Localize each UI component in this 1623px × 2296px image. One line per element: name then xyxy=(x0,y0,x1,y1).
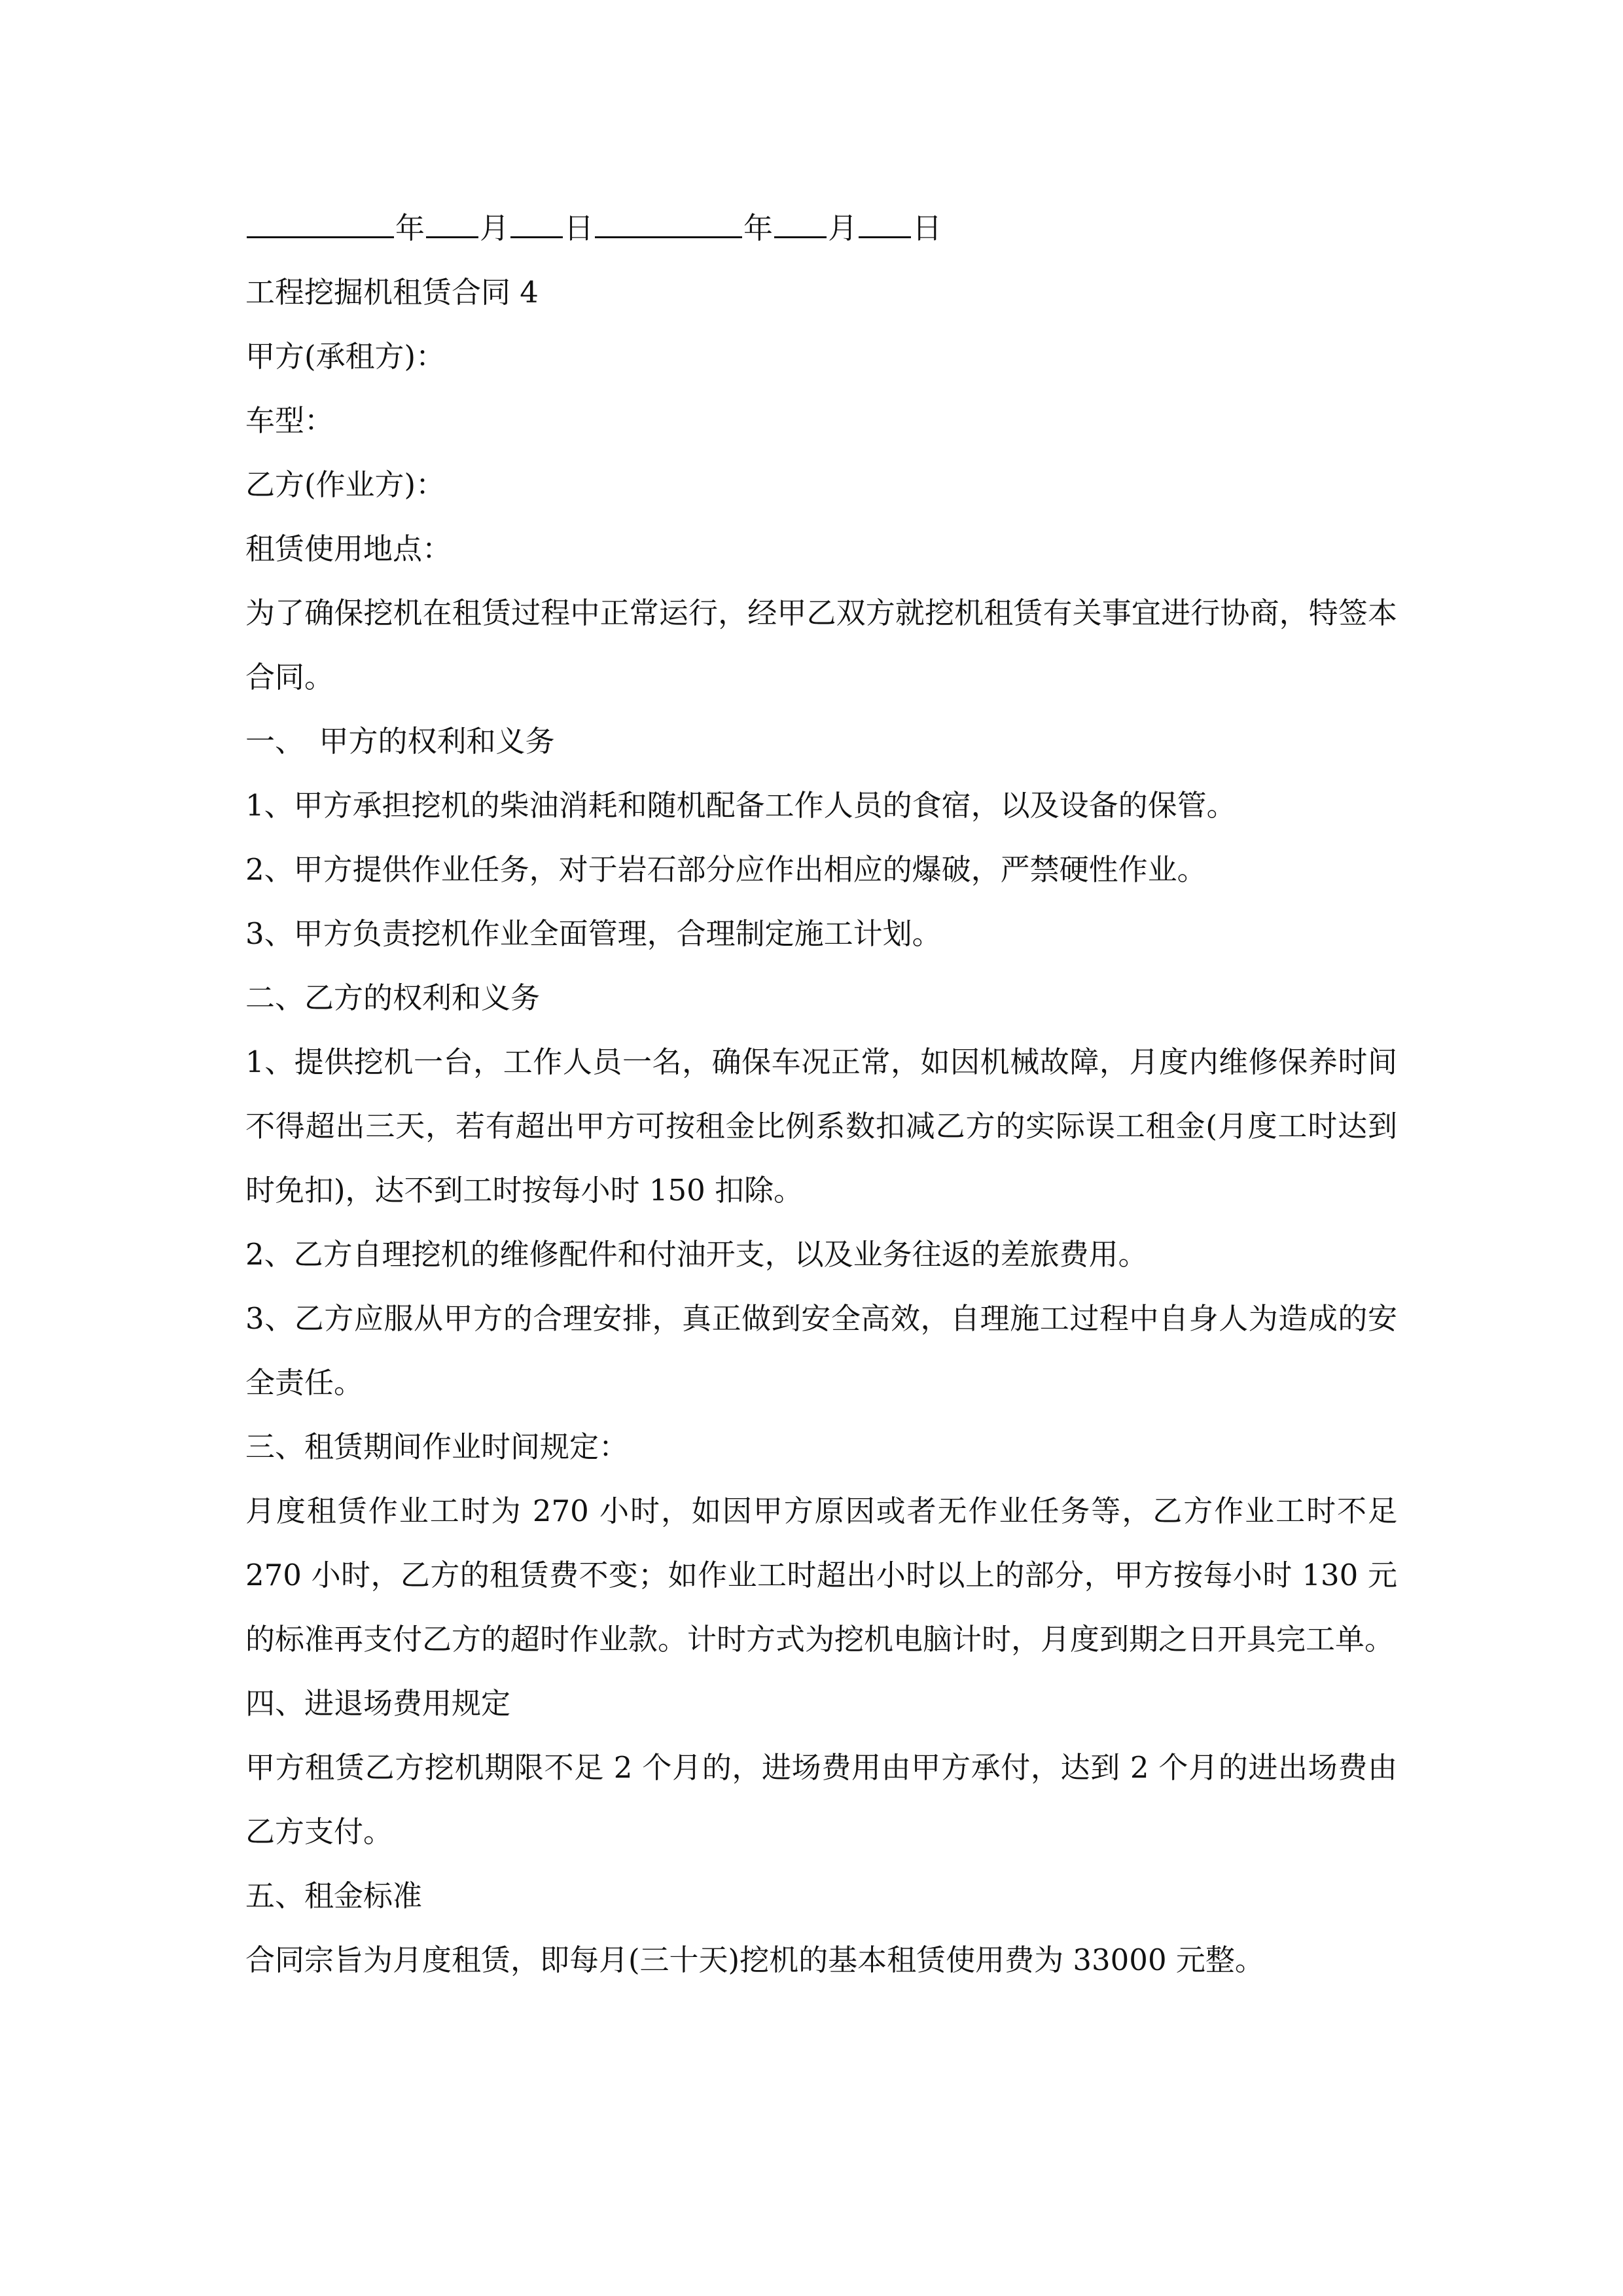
section-2-item: 2、乙方自理挖机的维修配件和付油开支，以及业务往返的差旅费用。 xyxy=(245,1237,1148,1272)
day-blank-2[interactable] xyxy=(859,210,911,238)
section-1-heading: 一、 甲方的权利和义务 xyxy=(245,724,555,759)
section-3-heading: 三、租赁期间作业时间规定： xyxy=(245,1429,629,1464)
year-blank-1[interactable] xyxy=(247,210,394,238)
section-1-item: 1、甲方承担挖机的柴油消耗和随机配备工作人员的食宿，以及设备的保管。 xyxy=(245,788,1236,823)
document-page xyxy=(245,196,1397,1992)
day-unit-1: 日 xyxy=(564,211,594,245)
vehicle-model-field: 车型： xyxy=(245,403,334,438)
contract-title: 工程挖掘机租赁合同 4 xyxy=(245,275,539,310)
section-1-item: 3、甲方负责挖机作业全面管理，合理制定施工计划。 xyxy=(245,916,942,951)
section-4-body: 甲方租赁乙方挖机期限不足 2 个月的，进场费用由甲方承付，达到 2 个月的进出场费由乙方支付。 xyxy=(245,1750,1397,1849)
location-field: 租赁使用地点： xyxy=(245,531,452,566)
section-4-heading: 四、进退场费用规定 xyxy=(245,1686,511,1721)
month-unit-2: 月 xyxy=(828,211,858,245)
section-1-item: 2、甲方提供作业任务，对于岩石部分应作出相应的爆破，严禁硬性作业。 xyxy=(245,852,1207,887)
section-5-body: 合同宗旨为月度租赁，即每月(三十天)挖机的基本租赁使用费为 33000 元整。 xyxy=(245,1943,1264,1977)
month-blank-2[interactable] xyxy=(774,210,827,238)
section-3-body: 月度租赁作业工时为 270 小时，如因甲方原因或者无作业任务等，乙方作业工时不足 270 小时，乙方的租赁费不变；如作业工时超出小时以上的部分，甲方按每小时 130 元的标准再支付乙方的超时作业款。计时方式为挖机电脑计时，月度到期之日开具完工单。 xyxy=(245,1494,1397,1657)
section-2-heading: 二、乙方的权利和义务 xyxy=(245,980,541,1015)
year-unit-1: 年 xyxy=(395,211,425,245)
day-blank-1[interactable] xyxy=(510,210,563,238)
section-2-item: 1、提供挖机一台，工作人员一名，确保车况正常，如因机械故障，月度内维修保养时间不得超出三天，若有超出甲方可按租金比例系数扣减乙方的实际误工租金(月度工时达到时免扣)，达不到工时按每小时 150 扣除。 xyxy=(245,1045,1397,1208)
section-5-heading: 五、租金标准 xyxy=(245,1878,423,1913)
year-unit-2: 年 xyxy=(743,211,774,245)
signature-date-line xyxy=(245,196,1397,260)
month-blank-1[interactable] xyxy=(426,210,478,238)
day-unit-2: 日 xyxy=(912,211,942,245)
party-a-field: 甲方(承租方)： xyxy=(245,339,446,374)
intro-paragraph: 为了确保挖机在租赁过程中正常运行，经甲乙双方就挖机租赁有关事宜进行协商，特签本合同。 xyxy=(245,596,1397,694)
year-blank-2[interactable] xyxy=(595,210,742,238)
party-b-field: 乙方(作业方)： xyxy=(245,467,446,502)
month-unit-1: 月 xyxy=(480,211,510,245)
section-2-item: 3、乙方应服从甲方的合理安排，真正做到安全高效，自理施工过程中自身人为造成的安全责任。 xyxy=(245,1301,1397,1400)
